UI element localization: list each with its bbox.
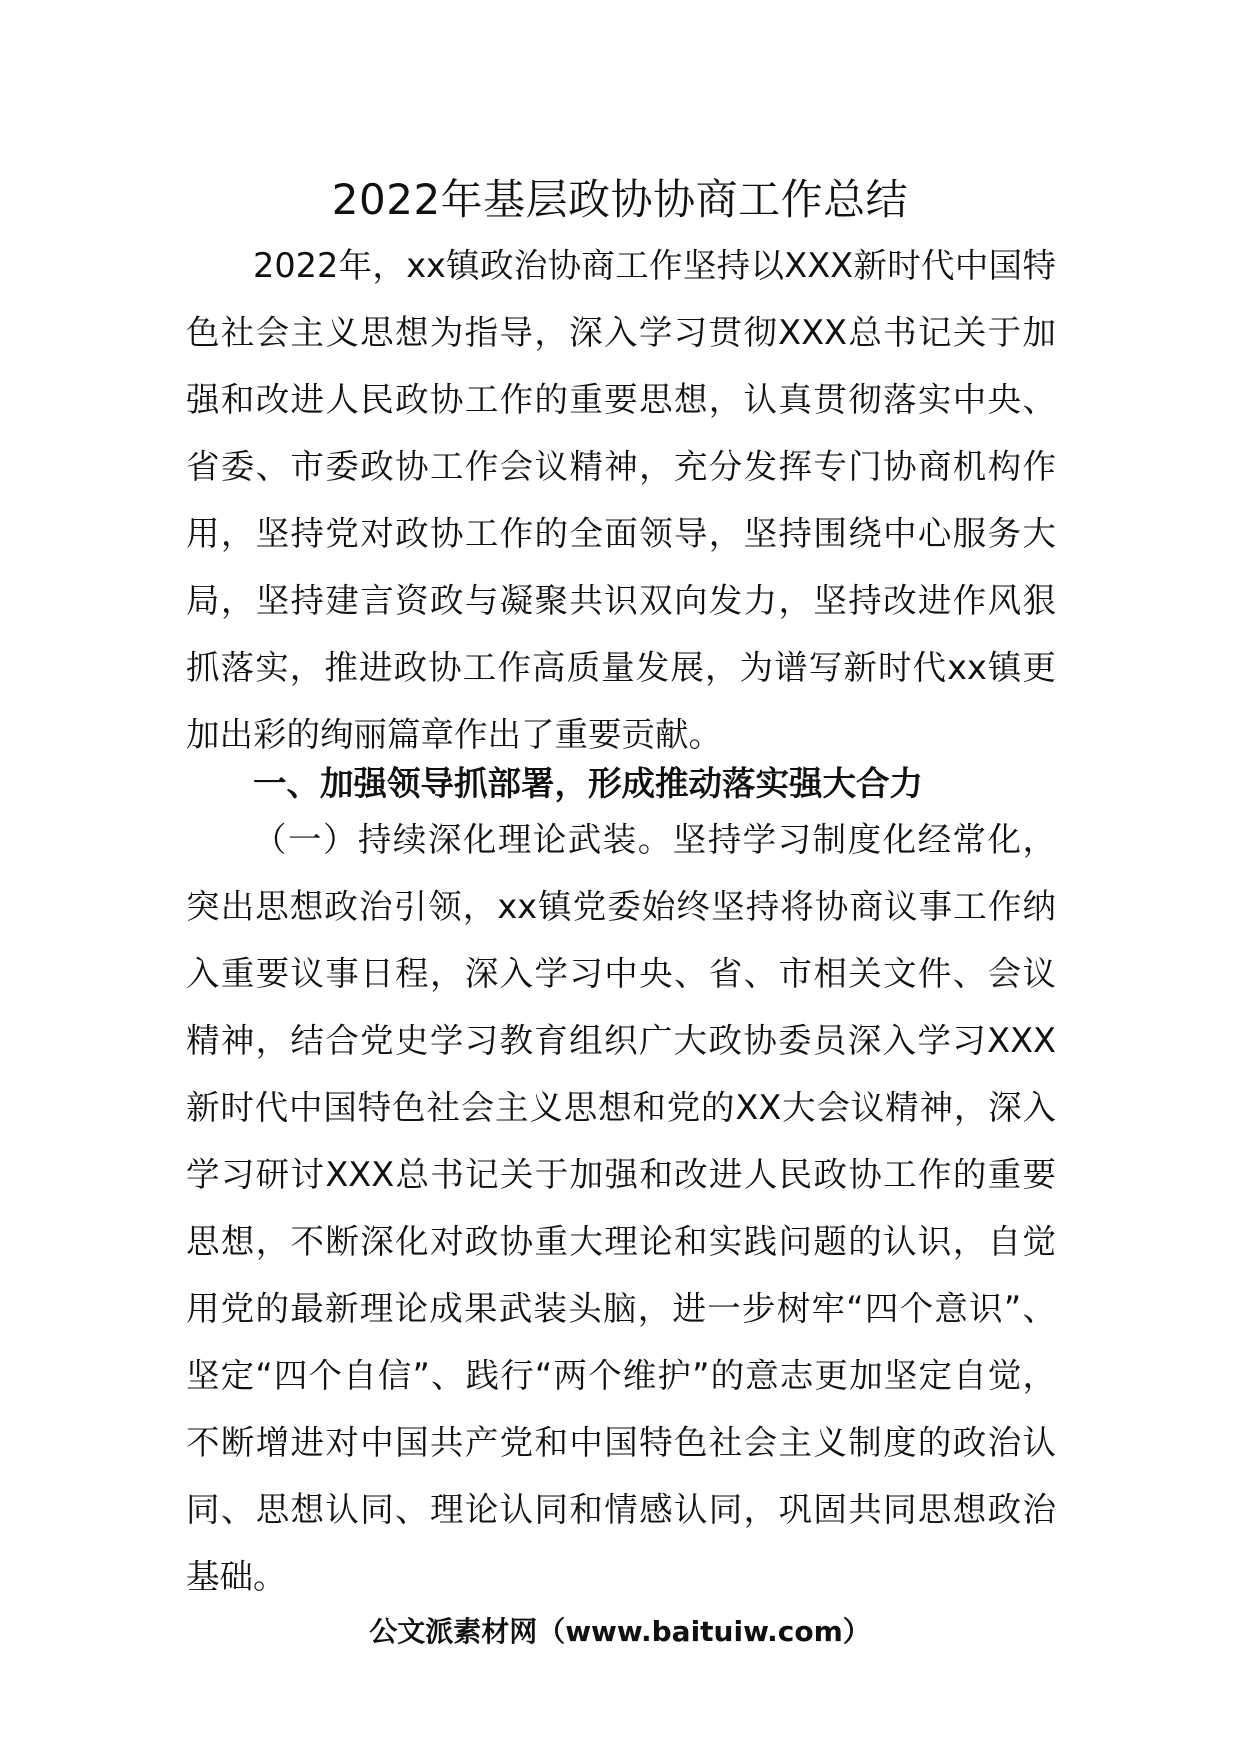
section-paragraph: （一）持续深化理论武装。坚持学习制度化经常化，突出思想政治引领，xx镇党委始终坚持将协商议事工作纳入重要议事日程，深入学习中央、省、市相关文件、会议精神，结合党史学习教育组织广大政协委员深入学习XXX新时代中国特色社会主义思想和党的XX大会议精神，深入学习研讨XXX总书记关于加强和改进人民政协工作的重要思想，不断深化对政协重大理论和实践问题的认识，自觉用党的最新理论成果武装头脑，进一步树牢“四个意识”、坚定“四个自信”、践行“两个维护”的意志更加坚定自觉，不断增进对中国共产党和中国特色社会主义制度的政治认同、思想认同、理论认同和情感认同，巩固共同思想政治基础。 — [186, 820, 1056, 1596]
section-heading: 一、加强领导抓部署，形成推动落实强大合力 — [253, 764, 923, 803]
intro-paragraph: 2022年，xx镇政治协商工作坚持以XXX新时代中国特色社会主义思想为指导，深入学习贯彻XXX总书记关于加强和改进人民政协工作的重要思想，认真贯彻落实中央、省委、市委政协工作会议精神，充分发挥专门协商机构作用，坚持党对政协工作的全面领导，坚持围绕中心服务大局，坚持建言资政与凝聚共识双向发力，坚持改进作风狠抓落实，推进政协工作高质量发展，为谱写新时代xx镇更加出彩的绚丽篇章作出了重要贡献。 — [186, 246, 1056, 754]
document-title: 2022年基层政协协商工作总结 — [331, 175, 909, 224]
source-footer: 公文派素材网（www.baituiw.com） — [369, 1615, 871, 1648]
